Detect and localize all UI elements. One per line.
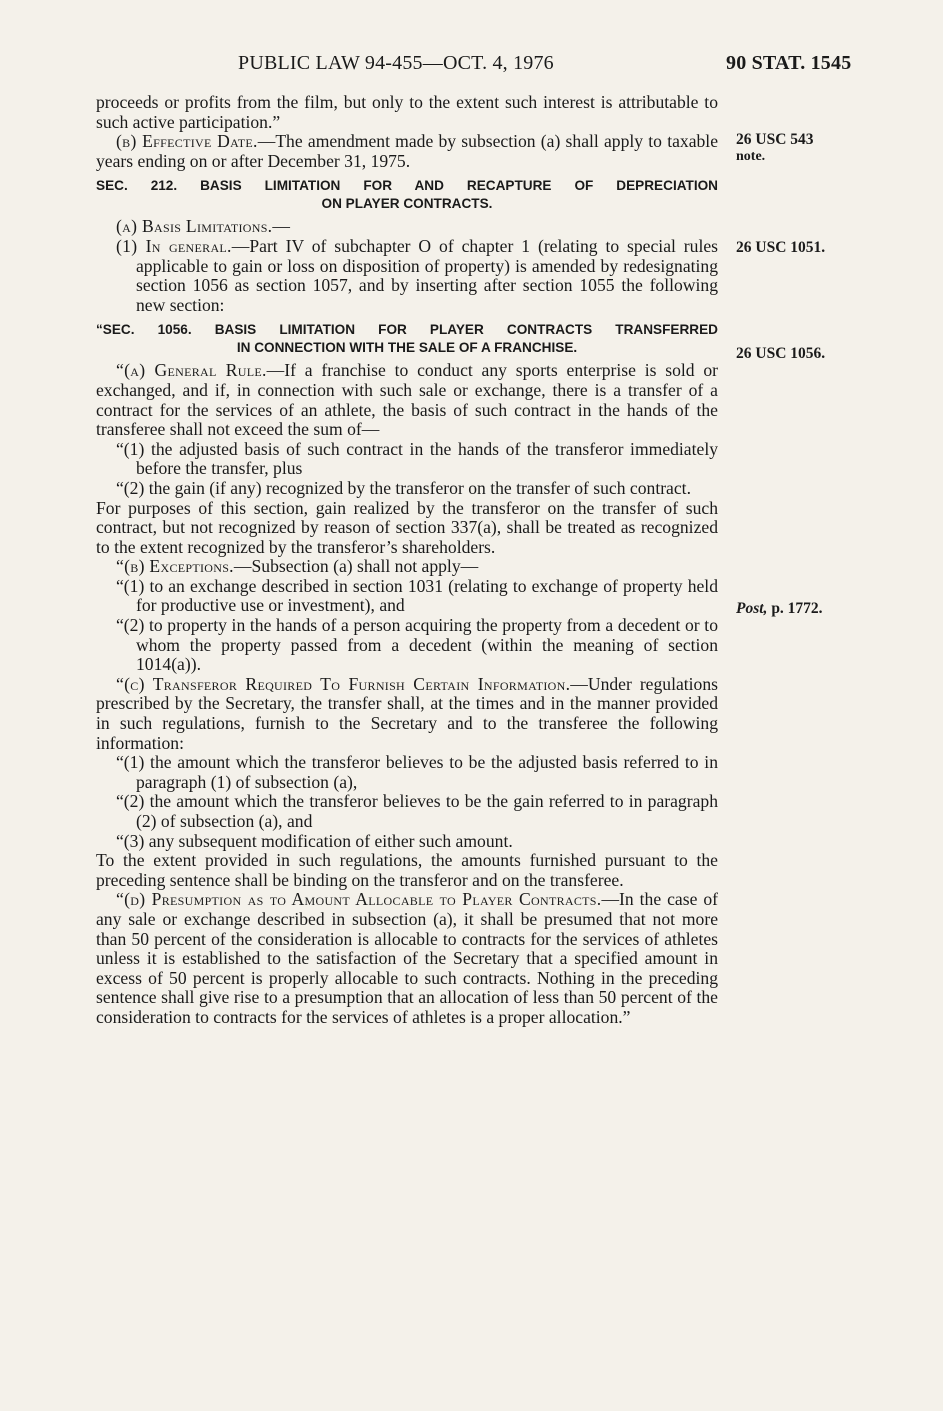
paragraph-basis-limitations (96, 217, 718, 237)
paragraph-exceptions (96, 557, 718, 577)
section-heading-line: SEC. 212. BASIS LIMITATION FOR AND RECAPTURE OF DEPRECIATION (96, 178, 718, 194)
paragraph-text: — (272, 216, 290, 237)
paragraph-item: “(1) to an exchange described in section 1031 (relating to exchange of property held for productive use or investment), and (116, 575, 718, 616)
paragraph-text: —Subsection (a) shall not apply— (233, 556, 479, 577)
margin-note-26usc1051: 26 USC 1051. (736, 239, 826, 256)
margin-note-26usc1056: 26 USC 1056. (736, 345, 826, 362)
paragraph-text: —Under regulations prescribed by the Secretary, the transfer shall, at the times and in the manner provided in such regulations, furnish to the Secretary and to the transferee the following information: (96, 673, 719, 753)
margin-note-post (736, 600, 876, 618)
margin-note-post-italic: Post, (736, 600, 768, 617)
paragraph-text: —In the case of any sale or exchange described in subsection (a), it shall be presumed that not more than 50 percent of the consideration is allocable to contracts for the services of athletes unless it is established to the satisfaction of the Secretary that a specified amount in excess of 50 percent is properly allocable to such contracts. Nothing in the preceding sentence shall give rise to a presumption that an allocation of less than 50 percent of the consideration to contracts for the services of athletes is a proper allocation.” (96, 889, 718, 1027)
margin-note-26usc543 (736, 131, 876, 165)
margin-note-line: note. (736, 149, 766, 164)
statute-page-number: 90 STAT. 1545 (726, 52, 852, 74)
section-heading-212 (96, 177, 718, 213)
paragraph-heading: “(d) Presumption as to Amount Allocable to Player Contracts. (116, 889, 602, 910)
section-heading-1056 (96, 321, 718, 357)
paragraph-text: —Part IV of subchapter O of chapter 1 (relating to special rules applicable to gain or loss on disposition of property) is amended by redesignating section 1056 as section 1057, and by inserting after section 1055 the following new section: (136, 235, 718, 315)
paragraph-heading: “(a) General Rule. (116, 360, 267, 381)
paragraph-heading: “(c) Transferor Required To Furnish Certain Information. (116, 673, 571, 694)
paragraph: To the extent provided in such regulations, the amounts furnished pursuant to the preceding sentence shall be binding on the transferor and on the transferee. (96, 850, 718, 890)
paragraph-effective-date (96, 132, 718, 171)
paragraph-item: “(1) the adjusted basis of such contract in the hands of the transferor immediately before the transfer, plus (116, 438, 718, 479)
paragraph-text: —If a franchise to conduct any sports enterprise is sold or exchanged, and if, in connection with such sale or exchange, there is a transfer of a contract for the services of an athlete, the basis of such contract in the hands of the transferee shall not exceed the sum of— (96, 360, 718, 440)
paragraph-heading: (1) In general. (116, 235, 232, 256)
paragraph-presumption (96, 890, 718, 1027)
paragraph: For purposes of this section, gain realized by the transferor on the transfer of such contract, but not recognized by reason of section 337(a), shall be treated as recognized to the extent recognized by the transferor’s shareholders. (96, 497, 718, 557)
margin-note-line: 26 USC 543 (736, 131, 814, 148)
paragraph-in-general (96, 237, 718, 315)
paragraph-item: “(2) the gain (if any) recognized by the transferor on the transfer of such contract. (116, 477, 691, 498)
paragraph-item: “(1) the amount which the transferor believes to be the adjusted basis referred to in paragraph (1) of subsection (a), (116, 752, 718, 792)
paragraph-heading: (a) Basis Limitations. (116, 216, 273, 237)
section-heading-line: IN CONNECTION WITH THE SALE OF A FRANCHISE. (236, 340, 578, 356)
paragraph-transferor-info (96, 675, 718, 753)
paragraph-item: “(3) any subsequent modification of either such amount. (116, 830, 513, 851)
paragraph-heading: “(b) Exceptions. (116, 556, 234, 577)
paragraph-heading: (b) Effective Date. (116, 131, 258, 152)
paragraph: proceeds or profits from the film, but only to the extent such interest is attributable to such active participation.” (96, 92, 718, 132)
paragraph-item: “(2) the amount which the transferor believes to be the gain referred to in paragraph (2) of subsection (a), and (116, 791, 718, 831)
section-heading-line: ON PLAYER CONTRACTS. (321, 196, 493, 212)
paragraph-general-rule (96, 361, 718, 439)
section-heading-line: “SEC. 1056. BASIS LIMITATION FOR PLAYER CONTRACTS TRANSFERRED (96, 322, 718, 338)
margin-note-page: p. 1772. (771, 600, 823, 617)
paragraph-text: —The amendment made by subsection (a) shall apply to taxable years ending on or after December 31, 1975. (96, 131, 718, 171)
paragraph-item: “(2) to property in the hands of a person acquiring the property from a decedent or to whom the property passed from a decedent (within the meaning of section 1014(a)). (116, 615, 718, 675)
law-title: PUBLIC LAW 94-455—OCT. 4, 1976 (238, 52, 554, 74)
page-header (0, 52, 943, 82)
document-body (96, 93, 718, 1028)
